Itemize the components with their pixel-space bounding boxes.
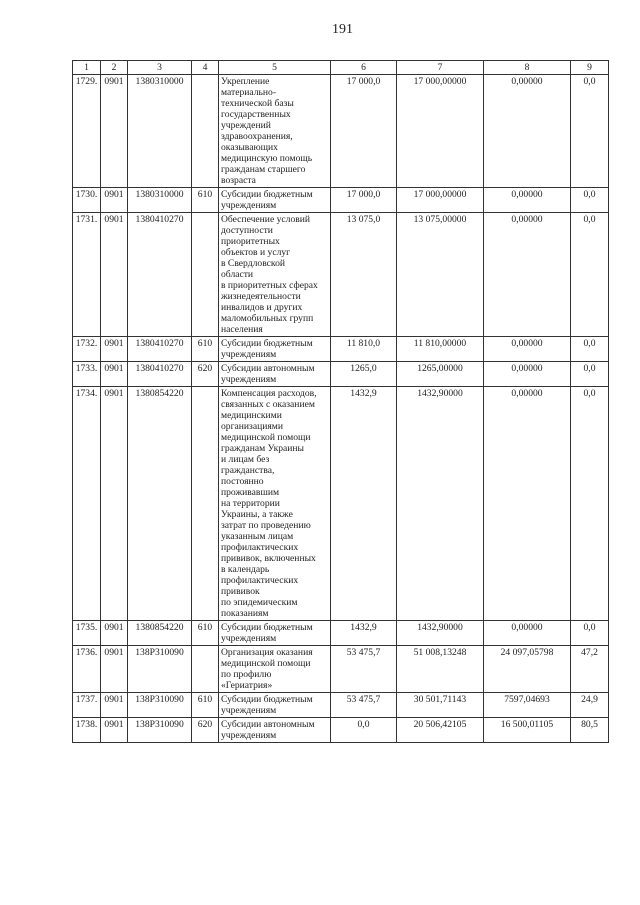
name-line: населения (221, 324, 263, 335)
section-code-cell: 0901 (101, 693, 128, 718)
name-cell (219, 693, 331, 718)
execution-percent-cell: 0,0 (571, 75, 609, 188)
approved-amount-cell: 13 075,0 (331, 213, 397, 337)
execution-percent-cell: 0,0 (571, 387, 609, 621)
budget-amount-cell: 17 000,00000 (397, 75, 484, 188)
table-row (73, 646, 609, 693)
name-line: постоянно (221, 476, 264, 487)
target-code-cell: 1380854220 (128, 621, 192, 646)
table-row (73, 188, 609, 213)
name-line: оказывающих (221, 142, 278, 153)
name-line: учреждениям (221, 705, 277, 716)
table-row (73, 621, 609, 646)
approved-amount-cell: 53 475,7 (331, 646, 397, 693)
page-number: 191 (332, 22, 353, 37)
expense-type-cell (192, 646, 219, 693)
execution-percent-cell: 0,0 (571, 213, 609, 337)
name-cell (219, 387, 331, 621)
name-line: медицинской помощи (221, 658, 311, 669)
name-cell (219, 718, 331, 743)
name-line: маломобильных групп (221, 313, 314, 324)
row-number-cell: 1737. (73, 693, 101, 718)
name-line: объектов и услуг (221, 247, 291, 258)
executed-amount-cell: 24 097,05798 (484, 646, 571, 693)
name-line: на территории (221, 498, 280, 509)
execution-percent-cell: 24,9 (571, 693, 609, 718)
name-cell (219, 75, 331, 188)
name-line: Организация оказания (221, 647, 313, 658)
name-line: возраста (221, 175, 256, 186)
target-code-cell: 1380310000 (128, 75, 192, 188)
budget-amount-cell: 17 000,00000 (397, 188, 484, 213)
name-line: Субсидии бюджетным (221, 622, 313, 633)
column-header: 1 (73, 61, 101, 75)
table-row (73, 213, 609, 337)
budget-amount-cell: 1265,00000 (397, 362, 484, 387)
row-number-cell: 1732. (73, 337, 101, 362)
table-header-row (73, 61, 609, 75)
name-line: гражданства, (221, 465, 275, 476)
name-line: Укрепление (221, 76, 270, 87)
name-line: и лицам без (221, 454, 270, 465)
row-number-cell: 1733. (73, 362, 101, 387)
target-code-cell: 1380410270 (128, 362, 192, 387)
name-line: материально- (221, 87, 277, 98)
name-line: прививок, включенных (221, 553, 316, 564)
executed-amount-cell: 0,00000 (484, 387, 571, 621)
name-line: медицинскими (221, 410, 282, 421)
approved-amount-cell: 11 810,0 (331, 337, 397, 362)
table-row (73, 387, 609, 621)
name-line: в приоритетных сферах (221, 280, 318, 291)
execution-percent-cell: 0,0 (571, 362, 609, 387)
name-line: организациями (221, 421, 283, 432)
budget-amount-cell: 20 506,42105 (397, 718, 484, 743)
name-line: «Гериатрия» (221, 680, 273, 691)
section-code-cell: 0901 (101, 75, 128, 188)
row-number-cell: 1734. (73, 387, 101, 621)
budget-table (72, 60, 609, 743)
approved-amount-cell: 1265,0 (331, 362, 397, 387)
budget-amount-cell: 1432,90000 (397, 387, 484, 621)
name-line: в Свердловской (221, 258, 286, 269)
execution-percent-cell: 0,0 (571, 188, 609, 213)
name-line: по эпидемическим (221, 597, 298, 608)
table-row (73, 362, 609, 387)
execution-percent-cell: 80,5 (571, 718, 609, 743)
name-line: связанных с оказанием (221, 399, 315, 410)
name-line: Субсидии автономным (221, 719, 315, 730)
column-header: 6 (331, 61, 397, 75)
execution-percent-cell: 0,0 (571, 621, 609, 646)
row-number-cell: 1735. (73, 621, 101, 646)
section-code-cell: 0901 (101, 337, 128, 362)
name-line: Субсидии автономным (221, 363, 315, 374)
expense-type-cell: 610 (192, 188, 219, 213)
column-header: 2 (101, 61, 128, 75)
expense-type-cell: 610 (192, 693, 219, 718)
table-row (73, 75, 609, 188)
execution-percent-cell: 47,2 (571, 646, 609, 693)
name-line: медицинскую помощь (221, 153, 313, 164)
target-code-cell: 1380854220 (128, 387, 192, 621)
expense-type-cell: 620 (192, 718, 219, 743)
column-header: 5 (219, 61, 331, 75)
budget-amount-cell: 51 008,13248 (397, 646, 484, 693)
budget-amount-cell: 11 810,00000 (397, 337, 484, 362)
name-cell (219, 621, 331, 646)
row-number-cell: 1731. (73, 213, 101, 337)
name-line: профилактических (221, 575, 299, 586)
name-line: Субсидии бюджетным (221, 694, 313, 705)
approved-amount-cell: 17 000,0 (331, 188, 397, 213)
name-line: Компенсация расходов, (221, 388, 317, 399)
target-code-cell: 138P310090 (128, 646, 192, 693)
executed-amount-cell: 0,00000 (484, 337, 571, 362)
expense-type-cell (192, 75, 219, 188)
column-header: 8 (484, 61, 571, 75)
name-line: приоритетных (221, 236, 280, 247)
table-row (73, 693, 609, 718)
expense-type-cell: 620 (192, 362, 219, 387)
name-line: показаниям (221, 608, 269, 619)
section-code-cell: 0901 (101, 718, 128, 743)
target-code-cell: 1380310000 (128, 188, 192, 213)
row-number-cell: 1730. (73, 188, 101, 213)
executed-amount-cell: 0,00000 (484, 621, 571, 646)
name-line: технической базы (221, 98, 294, 109)
expense-type-cell: 610 (192, 621, 219, 646)
table-row (73, 337, 609, 362)
name-line: учреждениям (221, 730, 277, 741)
executed-amount-cell: 0,00000 (484, 213, 571, 337)
row-number-cell: 1729. (73, 75, 101, 188)
execution-percent-cell: 0,0 (571, 337, 609, 362)
name-line: учреждениям (221, 374, 277, 385)
name-line: по профилю (221, 669, 272, 680)
approved-amount-cell: 0,0 (331, 718, 397, 743)
name-line: здравоохранения, (221, 131, 293, 142)
section-code-cell: 0901 (101, 387, 128, 621)
section-code-cell: 0901 (101, 621, 128, 646)
column-header: 7 (397, 61, 484, 75)
approved-amount-cell: 17 000,0 (331, 75, 397, 188)
column-header: 4 (192, 61, 219, 75)
row-number-cell: 1738. (73, 718, 101, 743)
executed-amount-cell: 0,00000 (484, 362, 571, 387)
name-line: в календарь (221, 564, 270, 575)
name-line: Субсидии бюджетным (221, 338, 313, 349)
name-cell (219, 362, 331, 387)
executed-amount-cell: 0,00000 (484, 188, 571, 213)
name-line: медицинской помощи (221, 432, 311, 443)
name-cell (219, 188, 331, 213)
name-line: учреждениям (221, 633, 277, 644)
approved-amount-cell: 1432,9 (331, 621, 397, 646)
name-line: указанным лицам (221, 531, 294, 542)
row-number-cell: 1736. (73, 646, 101, 693)
name-cell (219, 337, 331, 362)
table-body (73, 75, 609, 743)
executed-amount-cell: 0,00000 (484, 75, 571, 188)
budget-amount-cell: 1432,90000 (397, 621, 484, 646)
column-header: 3 (128, 61, 192, 75)
expense-type-cell: 610 (192, 337, 219, 362)
name-line: Субсидии бюджетным (221, 189, 313, 200)
name-cell (219, 213, 331, 337)
name-line: учреждений (221, 120, 271, 131)
table-row (73, 718, 609, 743)
section-code-cell: 0901 (101, 188, 128, 213)
name-line: проживавшим (221, 487, 280, 498)
budget-amount-cell: 30 501,71143 (397, 693, 484, 718)
executed-amount-cell: 16 500,01105 (484, 718, 571, 743)
section-code-cell: 0901 (101, 362, 128, 387)
name-line: гражданам Украины (221, 443, 304, 454)
approved-amount-cell: 53 475,7 (331, 693, 397, 718)
name-line: доступности (221, 225, 273, 236)
target-code-cell: 138P310090 (128, 693, 192, 718)
target-code-cell: 1380410270 (128, 213, 192, 337)
column-header: 9 (571, 61, 609, 75)
name-line: инвалидов и других (221, 302, 303, 313)
executed-amount-cell: 7597,04693 (484, 693, 571, 718)
name-line: профилактических (221, 542, 299, 553)
name-line: гражданам старшего (221, 164, 306, 175)
section-code-cell: 0901 (101, 213, 128, 337)
section-code-cell: 0901 (101, 646, 128, 693)
name-line: затрат по проведению (221, 520, 311, 531)
name-line: Украины, а также (221, 509, 293, 520)
name-line: жизнедеятельности (221, 291, 301, 302)
expense-type-cell (192, 213, 219, 337)
name-line: учреждениям (221, 200, 277, 211)
target-code-cell: 1380410270 (128, 337, 192, 362)
approved-amount-cell: 1432,9 (331, 387, 397, 621)
name-line: области (221, 269, 254, 280)
name-line: прививок (221, 586, 260, 597)
expense-type-cell (192, 387, 219, 621)
name-line: учреждениям (221, 349, 277, 360)
budget-amount-cell: 13 075,00000 (397, 213, 484, 337)
name-line: государственных (221, 109, 291, 120)
name-cell (219, 646, 331, 693)
name-line: Обеспечение условий (221, 214, 311, 225)
target-code-cell: 138P310090 (128, 718, 192, 743)
